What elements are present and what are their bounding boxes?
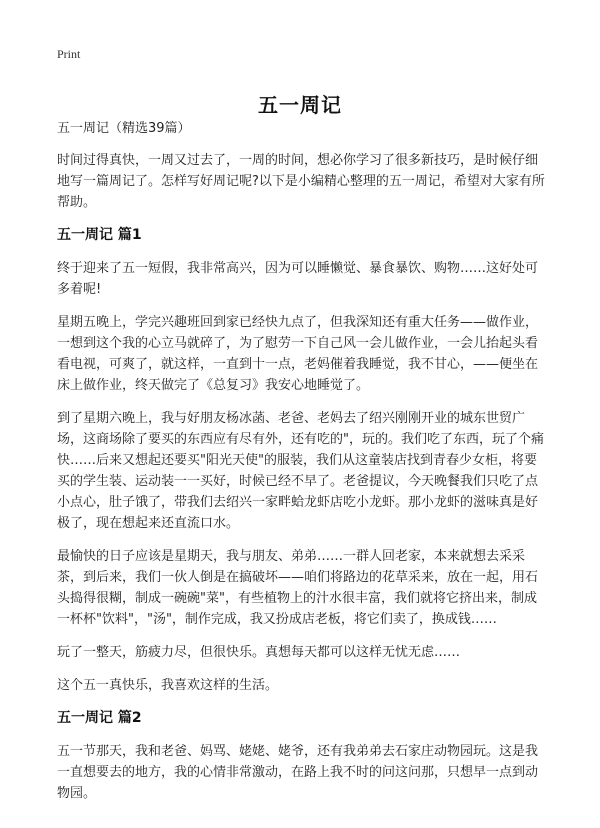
- paragraph: 最愉快的日子应该是星期天，我与朋友、弟弟……一群人回老家，本来就想去采采茶，到后来，我们一伙人倒是在搞破坏——咱们将路边的花草采来，放在一起，用石头捣得很糊，制成一碗碗"菜"，有些植物上的汁水很丰富，我们就将它挤出来，制成一杯杯"饮料"，"汤"，制作完成，我又扮成店老板，将它们卖了，换成钱……: [57, 549, 539, 627]
- paragraph: 终于迎来了五一短假，我非常高兴，因为可以睡懒觉、暴食暴饮、购物……这好处可多着呢!: [57, 261, 539, 297]
- print-link[interactable]: Print: [57, 47, 81, 61]
- section-heading-2: 五一周记 篇2: [57, 710, 142, 726]
- paragraph: 五一节那天，我和老爸、妈骂、姥姥、姥爷，还有我弟弟去石家庄动物园玩。这是我一直想要去的地方，我的心情非常激动，在路上我不时的问这问那，只想早一点到动物园。: [57, 744, 539, 801]
- paragraph: 玩了一整天，筋疲力尽，但很快乐。真想每天都可以这样无忧无虑……: [57, 645, 461, 660]
- page-title: 五一周记: [258, 93, 342, 118]
- section-heading-1: 五一周记 篇1: [57, 227, 142, 243]
- paragraph: 星期五晚上，学完兴趣班回到家已经快九点了，但我深知还有重大任务——做作业，一想到这个我的心立马就碎了，为了慰劳一下自己风一会儿做作业，一会儿抬起头看看电视，可爽了，就这样，一直到十一点，老妈催着我睡觉，我不甘心，——便坐在床上做作业，终天做完了《总复习》我安心地睡觉了。: [57, 315, 539, 393]
- paragraph: 这个五一真快乐，我喜欢这样的生活。: [57, 678, 279, 693]
- paragraph: 到了星期六晚上，我与好朋友杨冰菡、老爸、老妈去了绍兴刚刚开业的城东世贸广场，这商场除了要买的东西应有尽有外，还有吃的"，玩的。我们吃了东西，玩了个痛快……后来又想起还要买"阳光天使"的服装，我们从这童装店找到青春少女柜，将要买的学生装、运动装一一买好，时候已经不早了。老爸提议，今天晚餐我们只吃了点小点心，肚子饿了，带我们去绍兴一家畔蛤龙虾店吃小龙虾。那小龙虾的滋味真是好极了，现在想起来还直流口水。: [57, 411, 544, 531]
- article-body: [57, 118, 549, 816]
- article-subtitle: 五一周记（精选39篇）: [57, 121, 191, 136]
- intro-paragraph: 时间过得真快，一周又过去了，一周的时间，想必你学习了很多新技巧，是时候仔细地写一篇周记了。怎样写好周记呢?以下是小编精心整理的五一周记，希望对大家有所帮助。: [57, 153, 545, 210]
